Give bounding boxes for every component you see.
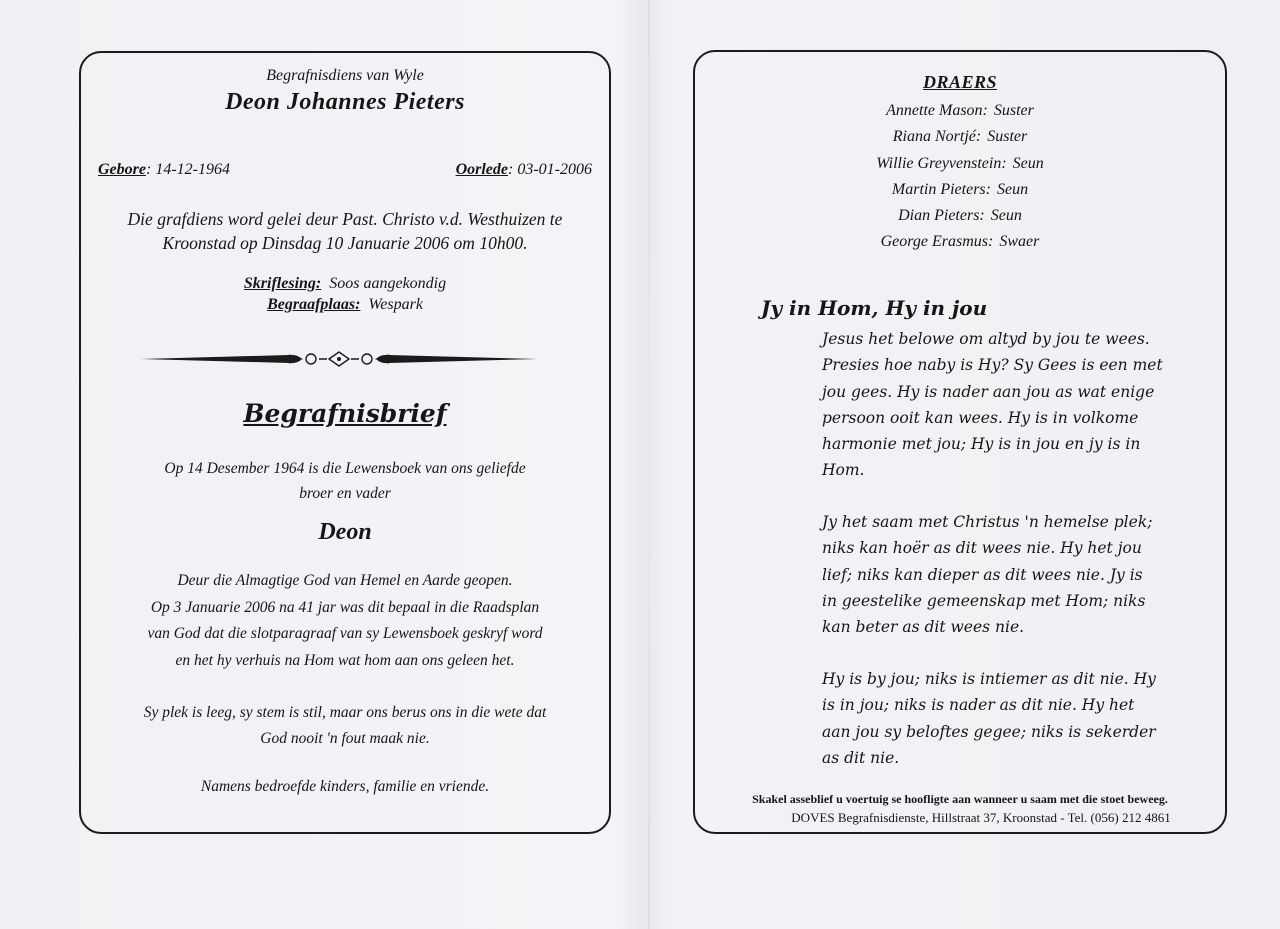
poem-line: kan beter as dit wees nie. — [822, 618, 1025, 637]
text-line: broer en vader — [299, 485, 391, 502]
funeral-home-address: DOVES Begrafnisdienste, Hillstraat 37, Kroonstad - Tel. (056) 212 4861 — [791, 810, 1171, 825]
poem-line: in geestelike gemeenskap met Hom; niks — [822, 591, 1146, 610]
bearer-name: Martin Pieters: — [891, 180, 991, 198]
bearer-name: George Erasmus: — [880, 233, 994, 251]
service-line: Die grafdiens word gelei deur Past. Christo v.d. Westhuizen te — [127, 209, 563, 229]
bearer-relation: Suster — [987, 128, 1028, 146]
readings-block — [81, 273, 609, 315]
cemetery-label: Begraafplaas: — [267, 296, 361, 313]
poem-line: Jy het saam met Christus 'n hemelse plek; — [822, 513, 1153, 531]
poem-line: niks kan hoër as dit wees nie. Hy het jou — [822, 539, 1142, 558]
poem-stanza-3 — [822, 666, 1222, 771]
bearer-row — [695, 151, 1225, 177]
service-subtitle: Begrafnisdiens van Wyle — [266, 67, 424, 84]
bearer-row — [695, 98, 1225, 124]
first-name: Deon — [318, 519, 372, 545]
cemetery-value: Wespark — [368, 296, 423, 313]
text-line: van God dat die slotparagraaf van sy Lewensboek geskryf word — [147, 625, 543, 642]
born-value: : 14-12-1964 — [145, 161, 230, 178]
bearer-relation: Suster — [993, 102, 1034, 119]
letter-signoff: Namens bedroefde kinders, familie en vriende. — [200, 778, 490, 795]
letter-paragraph-3 — [81, 700, 609, 752]
bearer-relation: Seun — [1012, 154, 1044, 172]
birth-date — [98, 161, 230, 179]
poem-line: Hom. — [822, 461, 865, 480]
bearer-name: Willie Greyvenstein: — [876, 154, 1007, 172]
born-label: Gebore — [98, 161, 146, 178]
bearer-name: Riana Nortjé: — [892, 128, 982, 146]
text-line: en het hy verhuis na Hom wat hom aan ons geleen het. — [175, 651, 515, 669]
poem-line: lief; niks kan dieper as dit wees nie. Jy is — [822, 565, 1143, 584]
letter-heading: Begrafnisbrief — [243, 399, 447, 428]
text-line: Op 3 Januarie 2006 na 41 jar was dit bepaal in die Raadsplan — [150, 598, 540, 616]
service-details — [81, 207, 609, 255]
ornament-divider-icon — [139, 346, 539, 372]
poem-stanza-2 — [822, 509, 1222, 640]
text-line: Op 14 Desember 1964 is die Lewensboek van ons geliefde — [164, 460, 526, 477]
letter-paragraph-1 — [81, 456, 609, 506]
bearer-row — [695, 203, 1225, 229]
page-fold — [648, 0, 650, 929]
reading-label: Skriflesing: — [243, 275, 322, 292]
poem-stanza-1 — [822, 326, 1222, 484]
reading-row — [81, 273, 609, 294]
died-label: Oorlede — [455, 161, 509, 178]
poem-line: Jesus het belowe om altyd by jou te wees. — [822, 330, 1150, 348]
cemetery-row — [81, 294, 609, 315]
text-line: Deur die Almagtige God van Hemel en Aarde geopen. — [177, 572, 513, 589]
bearers-list — [695, 98, 1225, 256]
left-page-panel — [79, 51, 611, 834]
poem-title: Jy in Hom, Hy in jou — [761, 296, 988, 320]
death-date — [456, 161, 592, 179]
bearer-name: Annette Mason: — [886, 102, 988, 119]
died-value: : 03-01-2006 — [508, 161, 592, 178]
letter-paragraph-2 — [81, 568, 609, 674]
text-line: God nooit 'n fout maak nie. — [260, 730, 430, 747]
bearer-name: Dian Pieters: — [898, 207, 985, 225]
poem-line: harmonie met jou; Hy is in jou en jy is in — [822, 435, 1141, 454]
poem-line: jou gees. Hy is nader aan jou as wat enige — [822, 382, 1155, 401]
poem-line: as dit nie. — [822, 748, 900, 767]
poem-line: aan jou sy beloftes gegee; niks is sekerder — [822, 722, 1156, 741]
bearer-relation: Swaer — [999, 233, 1040, 251]
bearer-relation: Seun — [990, 207, 1022, 225]
bearer-row — [695, 177, 1225, 203]
text-line: Sy plek is leeg, sy stem is stil, maar ons berus ons in die wete dat — [143, 704, 547, 721]
poem-line: persoon ooit kan wees. Hy is in volkome — [822, 408, 1139, 427]
bearers-title: DRAERS — [922, 72, 998, 92]
bearer-relation: Seun — [996, 180, 1029, 198]
bearer-row — [695, 229, 1225, 255]
reading-value: Soos aangekondig — [329, 275, 447, 292]
bearer-row — [695, 124, 1225, 150]
poem-line: is in jou; niks is nader as dit nie. Hy het — [822, 696, 1135, 715]
deceased-name: Deon Johannes Pieters — [225, 89, 465, 115]
poem-line: Presies hoe naby is Hy? Sy Gees is een met — [822, 356, 1163, 375]
poem-line: Hy is by jou; niks is intiemer as dit nie. Hy — [822, 670, 1156, 688]
right-page-panel — [693, 50, 1227, 834]
headlights-notice: Skakel asseblief u voertuig se hoofligte aan wanneer u saam met die stoet beweeg. — [752, 792, 1168, 806]
service-line: Kroonstad op Dinsdag 10 Januarie 2006 om 10h00. — [162, 233, 528, 253]
